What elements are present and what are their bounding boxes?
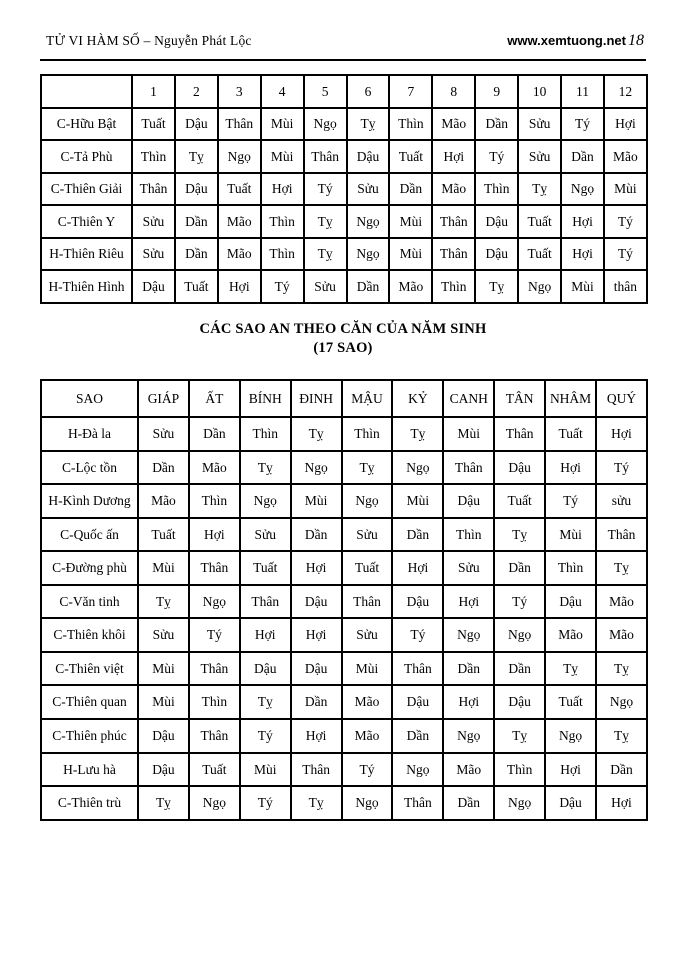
- zodiac-cell: Thân: [304, 140, 347, 173]
- zodiac-cell: Sửu: [443, 551, 494, 585]
- zodiac-cell: Thìn: [240, 417, 291, 451]
- zodiac-cell: Ngọ: [392, 451, 443, 485]
- zodiac-cell: Tỵ: [494, 719, 545, 753]
- zodiac-cell: Thân: [392, 652, 443, 686]
- zodiac-cell: Hợi: [291, 719, 342, 753]
- zodiac-cell: Ngọ: [561, 173, 604, 206]
- table-row: [41, 417, 647, 451]
- zodiac-cell: Tỵ: [475, 270, 518, 303]
- zodiac-cell: Dậu: [175, 173, 218, 206]
- zodiac-cell: Mão: [342, 719, 393, 753]
- zodiac-cell: Dần: [291, 518, 342, 552]
- zodiac-cell: Mão: [342, 685, 393, 719]
- zodiac-cell: Mão: [604, 140, 647, 173]
- zodiac-cell: Tý: [189, 618, 240, 652]
- table-row: [41, 719, 647, 753]
- zodiac-cell: Thân: [494, 417, 545, 451]
- zodiac-cell: Tuất: [545, 685, 596, 719]
- zodiac-cell: Tỵ: [240, 451, 291, 485]
- zodiac-cell: Dần: [347, 270, 390, 303]
- column-header: 2: [175, 75, 218, 108]
- zodiac-cell: Tỵ: [596, 551, 647, 585]
- zodiac-cell: Thìn: [443, 518, 494, 552]
- stars-by-year-stem-table: [40, 379, 648, 821]
- zodiac-cell: Thìn: [261, 205, 304, 238]
- row-label: C-Tả Phù: [41, 140, 132, 173]
- row-label: C-Lộc tồn: [41, 451, 138, 485]
- zodiac-cell: Dần: [291, 685, 342, 719]
- column-header: 12: [604, 75, 647, 108]
- column-header: 3: [218, 75, 261, 108]
- zodiac-cell: Dậu: [175, 108, 218, 141]
- zodiac-cell: Hợi: [596, 417, 647, 451]
- zodiac-cell: Tý: [604, 238, 647, 271]
- zodiac-cell: Dần: [392, 719, 443, 753]
- row-label: H-Thiên Riêu: [41, 238, 132, 271]
- zodiac-cell: Hợi: [291, 551, 342, 585]
- zodiac-cell: Dần: [175, 238, 218, 271]
- row-label: C-Đường phù: [41, 551, 138, 585]
- row-label: C-Thiên trù: [41, 786, 138, 820]
- zodiac-cell: Hợi: [604, 108, 647, 141]
- zodiac-cell: Tuất: [494, 484, 545, 518]
- zodiac-cell: Tý: [392, 618, 443, 652]
- zodiac-cell: Thân: [443, 451, 494, 485]
- zodiac-cell: Thân: [132, 173, 175, 206]
- zodiac-cell: Sửu: [342, 518, 393, 552]
- zodiac-cell: Dậu: [138, 719, 189, 753]
- header-right: [507, 32, 644, 50]
- zodiac-cell: Tỵ: [596, 652, 647, 686]
- zodiac-cell: Tý: [342, 753, 393, 787]
- zodiac-cell: Hợi: [189, 518, 240, 552]
- zodiac-cell: Tý: [596, 451, 647, 485]
- zodiac-cell: Dần: [494, 551, 545, 585]
- zodiac-cell: Sửu: [132, 205, 175, 238]
- zodiac-cell: Tuất: [218, 173, 261, 206]
- zodiac-cell: Mùi: [561, 270, 604, 303]
- zodiac-cell: Thân: [291, 753, 342, 787]
- zodiac-cell: Tỵ: [518, 173, 561, 206]
- zodiac-cell: Tỵ: [342, 451, 393, 485]
- zodiac-cell: Mùi: [342, 652, 393, 686]
- zodiac-cell: Tỵ: [291, 786, 342, 820]
- table-row: [41, 685, 647, 719]
- zodiac-cell: Hợi: [218, 270, 261, 303]
- zodiac-cell: Mùi: [138, 551, 189, 585]
- zodiac-cell: Dậu: [291, 585, 342, 619]
- zodiac-cell: Mão: [218, 238, 261, 271]
- column-header: 5: [304, 75, 347, 108]
- zodiac-cell: Tý: [604, 205, 647, 238]
- zodiac-cell: Dậu: [392, 585, 443, 619]
- table-row: [41, 652, 647, 686]
- zodiac-cell: Ngọ: [596, 685, 647, 719]
- table-row: [41, 205, 647, 238]
- zodiac-cell: Thìn: [189, 484, 240, 518]
- zodiac-cell: Dần: [596, 753, 647, 787]
- zodiac-cell: Hợi: [545, 753, 596, 787]
- zodiac-cell: Mão: [596, 585, 647, 619]
- table-row: [41, 451, 647, 485]
- column-header: SAO: [41, 380, 138, 418]
- zodiac-cell: Tỵ: [347, 108, 390, 141]
- zodiac-cell: Dần: [443, 786, 494, 820]
- zodiac-cell: Thân: [240, 585, 291, 619]
- table-row: [41, 518, 647, 552]
- zodiac-cell: Tý: [561, 108, 604, 141]
- column-header: GIÁP: [138, 380, 189, 418]
- table-row: [41, 585, 647, 619]
- zodiac-cell: Thìn: [132, 140, 175, 173]
- zodiac-cell: Dần: [561, 140, 604, 173]
- zodiac-cell: thân: [604, 270, 647, 303]
- zodiac-cell: Sửu: [138, 417, 189, 451]
- zodiac-cell: Mão: [432, 108, 475, 141]
- row-label: C-Quốc ấn: [41, 518, 138, 552]
- zodiac-cell: Hợi: [392, 551, 443, 585]
- zodiac-cell: Ngọ: [392, 753, 443, 787]
- zodiac-cell: Dậu: [291, 652, 342, 686]
- zodiac-cell: Thân: [432, 205, 475, 238]
- zodiac-cell: sửu: [596, 484, 647, 518]
- zodiac-cell: Sửu: [342, 618, 393, 652]
- section-title-line2: (17 SAO): [313, 339, 373, 356]
- zodiac-cell: Hợi: [443, 685, 494, 719]
- zodiac-cell: Thân: [189, 719, 240, 753]
- zodiac-cell: Tuất: [545, 417, 596, 451]
- zodiac-cell: Thìn: [545, 551, 596, 585]
- star-position-by-month-table: [40, 74, 648, 304]
- section-title: [40, 320, 646, 358]
- column-header: 6: [347, 75, 390, 108]
- zodiac-cell: Tuất: [189, 753, 240, 787]
- zodiac-cell: Dậu: [132, 270, 175, 303]
- zodiac-cell: Tuất: [132, 108, 175, 141]
- zodiac-cell: Dần: [389, 173, 432, 206]
- zodiac-cell: Mão: [138, 484, 189, 518]
- table-row: [41, 618, 647, 652]
- zodiac-cell: Mùi: [138, 685, 189, 719]
- zodiac-cell: Ngọ: [304, 108, 347, 141]
- zodiac-cell: Mùi: [291, 484, 342, 518]
- zodiac-cell: Thìn: [342, 417, 393, 451]
- table-row: [41, 551, 647, 585]
- zodiac-cell: Tỵ: [138, 786, 189, 820]
- document-page: [40, 0, 646, 821]
- table-row: [41, 140, 647, 173]
- zodiac-cell: Thìn: [475, 173, 518, 206]
- zodiac-cell: Thìn: [389, 108, 432, 141]
- zodiac-cell: Mùi: [261, 140, 304, 173]
- column-header: MẬU: [342, 380, 393, 418]
- zodiac-cell: Hợi: [545, 451, 596, 485]
- zodiac-cell: Mùi: [604, 173, 647, 206]
- zodiac-cell: Thìn: [261, 238, 304, 271]
- zodiac-cell: Tỵ: [494, 518, 545, 552]
- zodiac-cell: Mùi: [240, 753, 291, 787]
- zodiac-cell: Dần: [443, 652, 494, 686]
- column-header: TÂN: [494, 380, 545, 418]
- zodiac-cell: Mão: [389, 270, 432, 303]
- zodiac-cell: Ngọ: [545, 719, 596, 753]
- zodiac-cell: Ngọ: [240, 484, 291, 518]
- page-number: 18: [628, 32, 644, 49]
- row-label: C-Thiên khôi: [41, 618, 138, 652]
- zodiac-cell: Dậu: [443, 484, 494, 518]
- zodiac-cell: Mùi: [389, 238, 432, 271]
- zodiac-cell: Tuất: [518, 238, 561, 271]
- zodiac-cell: Tuất: [518, 205, 561, 238]
- zodiac-cell: Dậu: [494, 685, 545, 719]
- column-header: ẤT: [189, 380, 240, 418]
- zodiac-cell: Ngọ: [494, 786, 545, 820]
- row-label: H-Đà la: [41, 417, 138, 451]
- zodiac-cell: Tỵ: [291, 417, 342, 451]
- zodiac-cell: Ngọ: [342, 484, 393, 518]
- column-header: NHÂM: [545, 380, 596, 418]
- row-label: C-Thiên quan: [41, 685, 138, 719]
- row-label: C-Thiên Giải: [41, 173, 132, 206]
- zodiac-cell: Ngọ: [443, 618, 494, 652]
- zodiac-cell: Mùi: [389, 205, 432, 238]
- zodiac-cell: Dậu: [545, 585, 596, 619]
- zodiac-cell: Thân: [596, 518, 647, 552]
- zodiac-cell: Tuất: [175, 270, 218, 303]
- column-header: [41, 75, 132, 108]
- zodiac-cell: Mùi: [545, 518, 596, 552]
- zodiac-cell: Tỵ: [596, 719, 647, 753]
- zodiac-cell: Dần: [138, 451, 189, 485]
- zodiac-cell: Hợi: [261, 173, 304, 206]
- section-title-line1: CÁC SAO AN THEO CĂN CỦA NĂM SINH: [199, 320, 487, 337]
- zodiac-cell: Hợi: [596, 786, 647, 820]
- zodiac-cell: Thân: [342, 585, 393, 619]
- row-label: C-Văn tinh: [41, 585, 138, 619]
- row-label: C-Thiên việt: [41, 652, 138, 686]
- zodiac-cell: Dậu: [138, 753, 189, 787]
- zodiac-cell: Tý: [240, 719, 291, 753]
- zodiac-cell: Sửu: [240, 518, 291, 552]
- zodiac-cell: Dần: [189, 417, 240, 451]
- zodiac-cell: Mùi: [392, 484, 443, 518]
- zodiac-cell: Mão: [218, 205, 261, 238]
- table-row: [41, 108, 647, 141]
- row-label: H-Kình Dương: [41, 484, 138, 518]
- zodiac-cell: Tý: [240, 786, 291, 820]
- zodiac-cell: Tý: [304, 173, 347, 206]
- zodiac-cell: Tuất: [342, 551, 393, 585]
- zodiac-cell: Mão: [443, 753, 494, 787]
- row-label: H-Lưu hà: [41, 753, 138, 787]
- zodiac-cell: Ngọ: [347, 205, 390, 238]
- zodiac-cell: Dậu: [494, 451, 545, 485]
- zodiac-cell: Ngọ: [494, 618, 545, 652]
- zodiac-cell: Dần: [175, 205, 218, 238]
- column-header: 4: [261, 75, 304, 108]
- zodiac-cell: Ngọ: [291, 451, 342, 485]
- table-row: [41, 270, 647, 303]
- zodiac-cell: Mão: [596, 618, 647, 652]
- column-header: CANH: [443, 380, 494, 418]
- zodiac-cell: Dậu: [240, 652, 291, 686]
- column-header: 11: [561, 75, 604, 108]
- page-header: [40, 32, 646, 61]
- column-header: ĐINH: [291, 380, 342, 418]
- zodiac-cell: Dậu: [475, 205, 518, 238]
- column-header: 9: [475, 75, 518, 108]
- row-label: C-Thiên phúc: [41, 719, 138, 753]
- table-row: [41, 238, 647, 271]
- zodiac-cell: Thân: [189, 652, 240, 686]
- zodiac-cell: Tỵ: [545, 652, 596, 686]
- zodiac-cell: Sửu: [347, 173, 390, 206]
- column-header: QUÝ: [596, 380, 647, 418]
- zodiac-cell: Tý: [494, 585, 545, 619]
- zodiac-cell: Tý: [545, 484, 596, 518]
- zodiac-cell: Thìn: [432, 270, 475, 303]
- table-header-row: [41, 380, 647, 418]
- zodiac-cell: Mão: [432, 173, 475, 206]
- zodiac-cell: Thìn: [189, 685, 240, 719]
- site-url: www.xemtuong.net: [507, 33, 626, 48]
- zodiac-cell: Thân: [392, 786, 443, 820]
- zodiac-cell: Sửu: [518, 108, 561, 141]
- zodiac-cell: Tỵ: [175, 140, 218, 173]
- zodiac-cell: Thân: [218, 108, 261, 141]
- zodiac-cell: Tuất: [240, 551, 291, 585]
- table-row: [41, 173, 647, 206]
- zodiac-cell: Ngọ: [218, 140, 261, 173]
- column-header: KỶ: [392, 380, 443, 418]
- zodiac-cell: Tý: [475, 140, 518, 173]
- zodiac-cell: Hợi: [443, 585, 494, 619]
- zodiac-cell: Tỵ: [138, 585, 189, 619]
- column-header: 10: [518, 75, 561, 108]
- zodiac-cell: Thân: [189, 551, 240, 585]
- zodiac-cell: Dậu: [545, 786, 596, 820]
- zodiac-cell: Sửu: [518, 140, 561, 173]
- column-header: BÍNH: [240, 380, 291, 418]
- zodiac-cell: Tỵ: [240, 685, 291, 719]
- column-header: 1: [132, 75, 175, 108]
- table-row: [41, 786, 647, 820]
- row-label: C-Thiên Y: [41, 205, 132, 238]
- zodiac-cell: Sửu: [304, 270, 347, 303]
- zodiac-cell: Ngọ: [189, 786, 240, 820]
- zodiac-cell: Sửu: [132, 238, 175, 271]
- zodiac-cell: Mùi: [443, 417, 494, 451]
- zodiac-cell: Dần: [494, 652, 545, 686]
- table-row: [41, 484, 647, 518]
- row-label: H-Thiên Hình: [41, 270, 132, 303]
- zodiac-cell: Mão: [545, 618, 596, 652]
- book-title: TỬ VI HÀM SỐ – Nguyễn Phát Lộc: [46, 33, 252, 48]
- zodiac-cell: Thìn: [494, 753, 545, 787]
- zodiac-cell: Mùi: [138, 652, 189, 686]
- zodiac-cell: Tỵ: [392, 417, 443, 451]
- row-label: C-Hữu Bật: [41, 108, 132, 141]
- zodiac-cell: Tỵ: [304, 205, 347, 238]
- zodiac-cell: Dậu: [392, 685, 443, 719]
- table-row: [41, 753, 647, 787]
- zodiac-cell: Dần: [475, 108, 518, 141]
- zodiac-cell: Ngọ: [347, 238, 390, 271]
- zodiac-cell: Ngọ: [518, 270, 561, 303]
- zodiac-cell: Tuất: [389, 140, 432, 173]
- zodiac-cell: Hợi: [432, 140, 475, 173]
- zodiac-cell: Dần: [392, 518, 443, 552]
- column-header: 7: [389, 75, 432, 108]
- zodiac-cell: Tỵ: [304, 238, 347, 271]
- zodiac-cell: Sửu: [138, 618, 189, 652]
- column-header: 8: [432, 75, 475, 108]
- zodiac-cell: Hợi: [561, 238, 604, 271]
- zodiac-cell: Tý: [261, 270, 304, 303]
- zodiac-cell: Mùi: [261, 108, 304, 141]
- zodiac-cell: Hợi: [291, 618, 342, 652]
- zodiac-cell: Hợi: [561, 205, 604, 238]
- zodiac-cell: Ngọ: [342, 786, 393, 820]
- zodiac-cell: Thân: [432, 238, 475, 271]
- zodiac-cell: Dậu: [347, 140, 390, 173]
- zodiac-cell: Ngọ: [443, 719, 494, 753]
- zodiac-cell: Dậu: [475, 238, 518, 271]
- zodiac-cell: Mão: [189, 451, 240, 485]
- table-header-row: [41, 75, 647, 108]
- zodiac-cell: Hợi: [240, 618, 291, 652]
- zodiac-cell: Tuất: [138, 518, 189, 552]
- zodiac-cell: Ngọ: [189, 585, 240, 619]
